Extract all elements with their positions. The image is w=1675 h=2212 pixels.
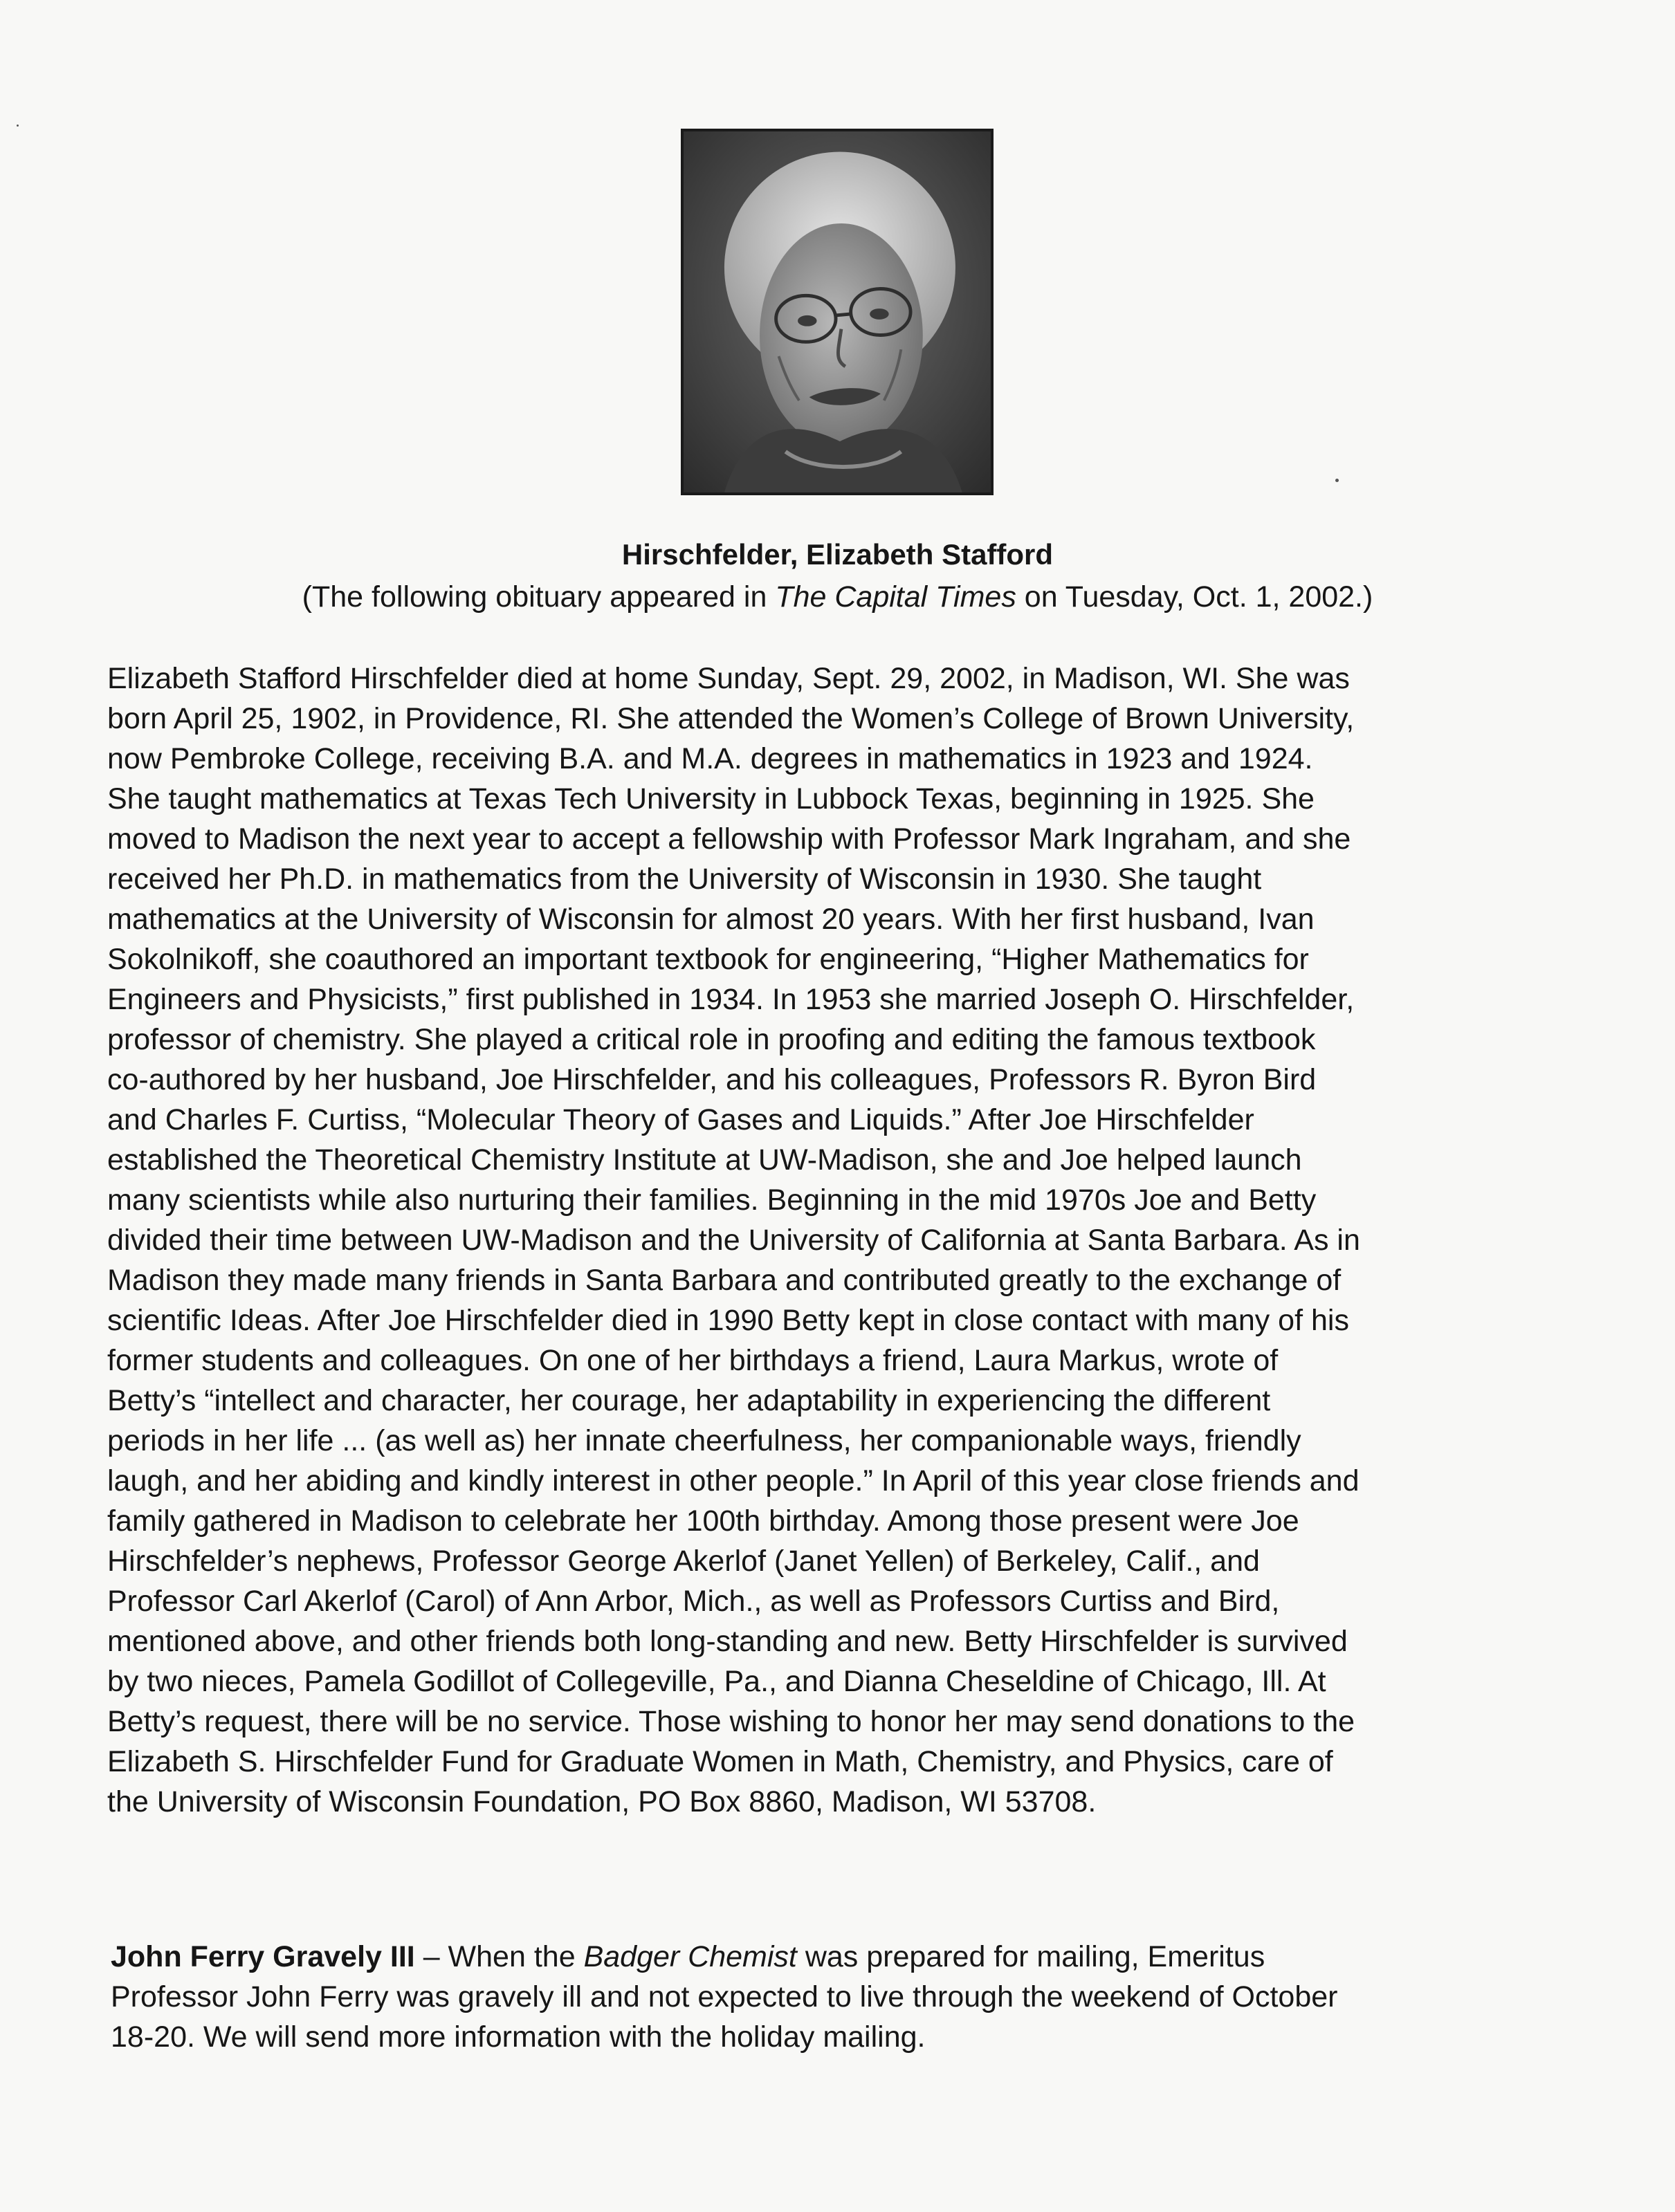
source-prefix: (The following obituary appeared in [302, 580, 776, 614]
obituary-line: born April 25, 1902, in Providence, RI. She attended the Women’s College of Brown University, [107, 702, 1355, 735]
obituary-line: periods in her life ... (as well as) her innate cheerfulness, her companionable ways, friendly [107, 1424, 1301, 1457]
notice-publication: Badger Chemist [583, 1940, 797, 1973]
obituary-line: Sokolnikoff, she coauthored an important textbook for engineering, “Higher Mathematics for [107, 943, 1309, 976]
source-publication: The Capital Times [775, 580, 1016, 614]
source-suffix: on Tuesday, Oct. 1, 2002.) [1016, 580, 1373, 614]
portrait-image [684, 131, 991, 492]
notice-name: John Ferry Gravely III [111, 1940, 415, 1973]
obituary-line: now Pembroke College, receiving B.A. and M.A. degrees in mathematics in 1923 and 1924. [107, 742, 1313, 775]
obituary-line: the University of Wisconsin Foundation, PO Box 8860, Madison, WI 53708. [107, 1785, 1097, 1818]
notice-paragraph [111, 1937, 1564, 2057]
obituary-line: Elizabeth Stafford Hirschfelder died at home Sunday, Sept. 29, 2002, in Madison, WI. She was [107, 662, 1350, 695]
obituary-line: received her Ph.D. in mathematics from the University of Wisconsin in 1930. She taught [107, 863, 1262, 896]
obituary-line: former students and colleagues. On one of her birthdays a friend, Laura Markus, wrote of [107, 1344, 1279, 1377]
obituary-line: many scientists while also nurturing their families. Beginning in the mid 1970s Joe and Betty [107, 1183, 1317, 1217]
obituary-line: Betty’s “intellect and character, her courage, her adaptability in experiencing the different [107, 1384, 1271, 1417]
notice-line: Professor John Ferry was gravely ill and not expected to live through the weekend of October [111, 1980, 1338, 2013]
obituary-line: Hirschfelder’s nephews, Professor George Akerlof (Janet Yellen) of Berkeley, Calif., and [107, 1545, 1260, 1578]
scan-speck [17, 125, 19, 127]
obituary-line: Engineers and Physicists,” first published in 1934. In 1953 she married Joseph O. Hirschfelder, [107, 983, 1355, 1016]
notice-line1-rest: was prepared for mailing, Emeritus [796, 1940, 1265, 1973]
obituary-line: Betty’s request, there will be no service. Those wishing to honor her may send donations to the [107, 1705, 1355, 1738]
obituary-body [107, 658, 1574, 1822]
scan-speck [1335, 479, 1339, 482]
obituary-line: established the Theoretical Chemistry Institute at UW-Madison, she and Joe helped launch [107, 1143, 1302, 1177]
obituary-line: moved to Madison the next year to accept a fellowship with Professor Mark Ingraham, and she [107, 822, 1351, 856]
obituary-line: and Charles F. Curtiss, “Molecular Theory of Gases and Liquids.” After Joe Hirschfelder [107, 1103, 1254, 1136]
obituary-line: by two nieces, Pamela Godillot of Collegeville, Pa., and Dianna Cheseldine of Chicago, Ill. At [107, 1665, 1326, 1698]
obituary-line: professor of chemistry. She played a critical role in proofing and editing the famous textbook [107, 1023, 1316, 1056]
obituary-line: family gathered in Madison to celebrate her 100th birthday. Among those present were Joe [107, 1504, 1299, 1538]
notice-line [111, 1937, 1564, 1977]
obituary-line: Elizabeth S. Hirschfelder Fund for Graduate Women in Math, Chemistry, and Physics, care of [107, 1745, 1333, 1778]
obituary-line: Madison they made many friends in Santa Barbara and contributed greatly to the exchange of [107, 1264, 1342, 1297]
obituary-line: divided their time between UW-Madison and the University of California at Santa Barbara. As in [107, 1224, 1360, 1257]
obituary-line: laugh, and her abiding and kindly interest in other people.” In April of this year close friends and [107, 1464, 1360, 1497]
obituary-line: scientific Ideas. After Joe Hirschfelder died in 1990 Betty kept in close contact with many of his [107, 1304, 1349, 1337]
notice-line: 18-20. We will send more information with the holiday mailing. [111, 2020, 926, 2054]
portrait-photo [681, 129, 994, 495]
obituary-line: co-authored by her husband, Joe Hirschfelder, and his colleagues, Professors R. Byron Bird [107, 1063, 1317, 1096]
obituary-name-heading: Hirschfelder, Elizabeth Stafford [621, 538, 1054, 571]
obituary-line: mathematics at the University of Wisconsin for almost 20 years. With her first husband, Ivan [107, 903, 1315, 936]
obituary-source-line [0, 578, 1675, 616]
obituary-line: Professor Carl Akerlof (Carol) of Ann Arbor, Mich., as well as Professors Curtiss and Bird, [107, 1585, 1280, 1618]
obituary-line: mentioned above, and other friends both long-standing and new. Betty Hirschfelder is survived [107, 1625, 1348, 1658]
notice-dash: – When the [414, 1940, 584, 1973]
obituary-line: She taught mathematics at Texas Tech University in Lubbock Texas, beginning in 1925. She [107, 782, 1315, 815]
